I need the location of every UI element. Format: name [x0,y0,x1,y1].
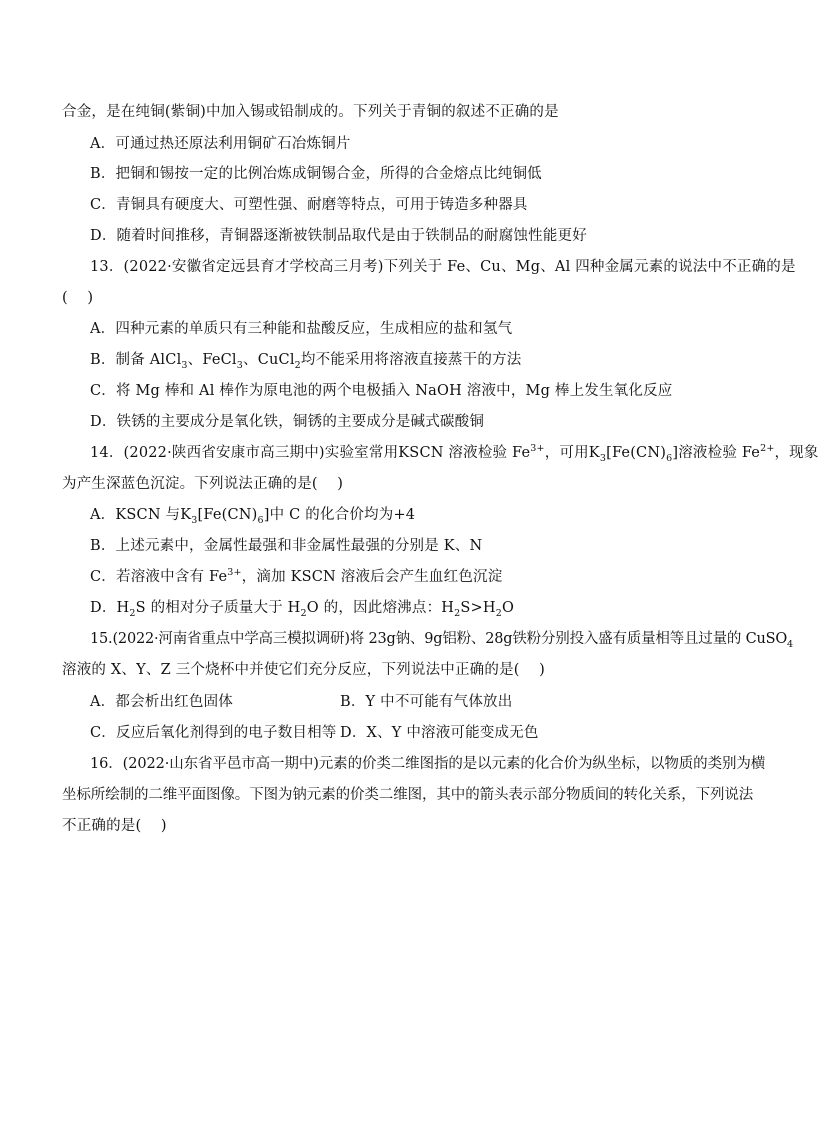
q16-stem: 16．(2022·山东省平邑市高一期中)元素的价类二维图指的是以元素的化合价为纵坐标，以物质的类别为横 [90,756,766,772]
q15-option-d: D．X、Y 中溶液可能变成无色 [340,725,539,741]
q13-option-a: A．四种元素的单质只有三种能和盐酸反应，生成相应的盐和氢气 [90,321,513,337]
q14-stem: 14．(2022·陕西省安康市高三期中)实验室常用KSCN 溶液检验 $Fe^{3+}$，可用$K_3[Fe(CN)_6]$溶液检验 $Fe^{2+}$，现象 [90,443,819,464]
q15-option-c: C．反应后氧化剂得到的电子数目相等 [90,725,337,741]
q13-stem: 13．(2022·安徽省定远县育才学校高三月考)下列关于 Fe、Cu、Mg、Al 四种金属元素的说法中不正确的是 [90,259,796,275]
q13-option-b: B．制备 AlCl$_3$、FeCl$_3$、CuCl$_2$均不能采用将溶液直接蒸干的方法 [90,352,522,371]
q13-answer-blank: ( ) [62,290,94,306]
q14-option-d: D．$H_2S$ 的相对分子质量大于 $H_2O$ 的，因此熔沸点：$H_2S>H_2O$ [90,600,515,619]
q15-option-a: A．都会析出红色固体 [90,694,233,710]
q14-option-c: C．若溶液中含有 $Fe^{3+}$，滴加 KSCN 溶液后会产生血红色沉淀 [90,567,503,585]
q12-option-d: D．随着时间推移，青铜器逐渐被铁制品取代是由于铁制品的耐腐蚀性能更好 [90,228,587,244]
q15-options-row1 [90,692,690,712]
q14-option-b: B．上述元素中，金属性最强和非金属性最强的分别是 K、N [90,538,483,554]
q12-option-b: B．把铜和锡按一定的比例冶炼成铜锡合金，所得的合金熔点比纯铜低 [90,166,542,182]
q13-option-d: D．铁锈的主要成分是氧化铁，铜锈的主要成分是碱式碳酸铜 [90,414,485,430]
q14-option-a: A．KSCN 与$K_3[Fe(CN)_6]$中 C 的化合价均为+4 [90,507,416,526]
q15-options-row2 [90,723,690,743]
q14-stem-cont: 为产生深蓝色沉淀。下列说法正确的是( ) [62,476,344,492]
q12-stem: 合金，是在纯铜(紫铜)中加入锡或铅制成的。下列关于青铜的叙述不正确的是 [62,104,559,120]
q15-option-b: B．Y 中不可能有气体放出 [340,694,513,710]
q15-stem: 15.(2022·河南省重点中学高三模拟调研)将 23g钠、9g铝粉、28g铁粉分别投入盛有质量相等且过量的 CuSO$_4$ [90,631,793,650]
q12-option-c: C．青铜具有硬度大、可塑性强、耐磨等特点，可用于铸造多种器具 [90,197,528,213]
q16-stem-cont: 坐标所绘制的二维平面图像。下图为钠元素的价类二维图，其中的箭头表示部分物质间的转化关系，下列说法 [62,787,754,803]
q15-stem-cont: 溶液的 X、Y、Z 三个烧杯中并使它们充分反应，下列说法中正确的是( ) [62,662,546,678]
q16-stem-end: 不正确的是( ) [62,818,167,834]
q13-option-c: C．将 Mg 棒和 Al 棒作为原电池的两个电极插入 NaOH 溶液中，Mg 棒上发生氧化反应 [90,383,673,399]
q12-option-a: A．可通过热还原法利用铜矿石冶炼铜片 [90,136,351,152]
